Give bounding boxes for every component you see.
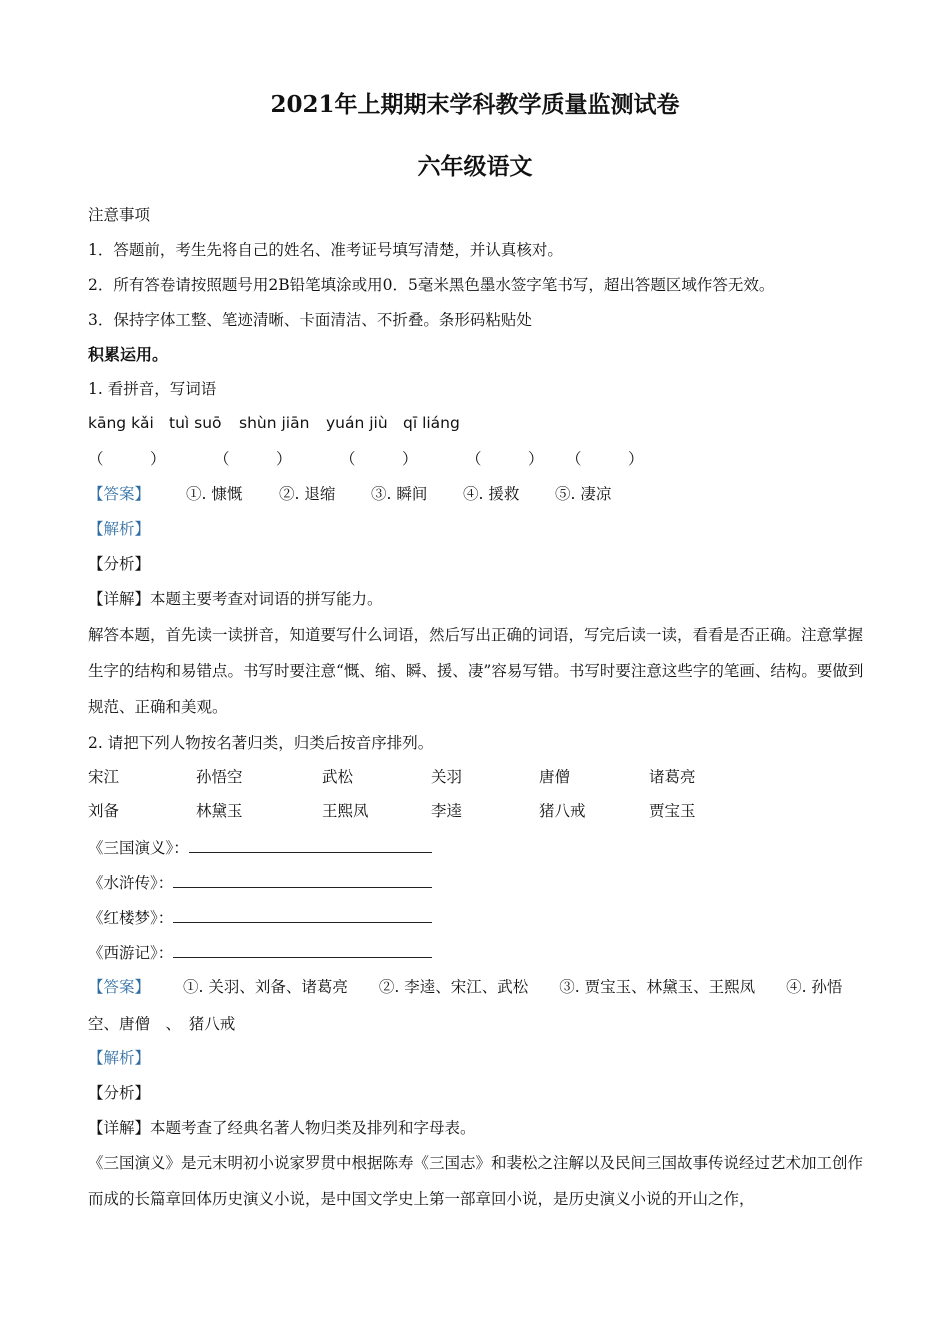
answer-bracket-open: （: [340, 450, 356, 468]
q1-stem: 1. 看拼音，写词语: [88, 380, 217, 398]
answer-bracket-close: ）: [150, 450, 166, 468]
book-label: 《红楼梦》：: [88, 909, 174, 927]
book-label: 《西游记》：: [88, 944, 174, 962]
answer-blank[interactable]: [173, 871, 432, 888]
book-row: [88, 871, 432, 894]
q2-paragraph: 《三国演义》是元末明初小说家罗贯中根据陈寿《三国志》和裴松之注解以及民间三国故事传说经过艺术加工创作而成的长篇章回体历史演义小说，是中国文学史上第一部章回小说，是历史演义小说的开山之作，: [88, 1154, 864, 1208]
answer-item: ⑤. 凄凉: [555, 485, 612, 503]
character-name: 王熙凤: [322, 802, 369, 820]
answer-label: 【答案】: [88, 485, 151, 503]
notice-item: 2．所有答卷请按照题号用2B铅笔填涂或用0．5毫米黑色墨水签字笔书写，超出答题区域作答无效。: [88, 276, 775, 294]
detail-text: 本题考查了经典名著人物归类及排列和字母表。: [150, 1119, 476, 1137]
answer-blank[interactable]: [189, 836, 432, 853]
answer-bracket-close: ）: [628, 450, 644, 468]
answer-label: 【答案】: [88, 978, 151, 996]
answer-text: ①. 关羽、刘备、诸葛亮 ②. 李逵、宋江、武松 ③. 贾宝玉、林黛玉、王熙凤 ④. 孙悟: [183, 978, 843, 996]
answer-item: ①. 慷慨: [186, 485, 243, 503]
character-name: 孙悟空: [196, 768, 243, 786]
notice-item: 3．保持字体工整、笔迹清晰、卡面清洁、不折叠。条形码粘贴处: [88, 311, 532, 329]
exam-title: 2021年上期期末学科教学质量监测试卷: [270, 91, 680, 118]
book-row: [88, 836, 432, 859]
notice-item: 1．答题前，考生先将自己的姓名、准考证号填写清楚，并认真核对。: [88, 241, 563, 259]
answer-bracket-open: （: [214, 450, 230, 468]
character-name: 刘备: [88, 802, 120, 820]
answer-bracket-close: ）: [402, 450, 418, 468]
pinyin-item: qī liáng: [403, 414, 460, 432]
character-name: 猪八戒: [539, 802, 586, 820]
pinyin-item: kāng kǎi: [88, 414, 154, 432]
character-name: 李逵: [431, 802, 463, 820]
detail-text: 本题主要考查对词语的拼写能力。: [150, 590, 383, 608]
pinyin-item: yuán jiù: [326, 414, 388, 432]
exam-subtitle: 六年级语文: [417, 153, 533, 180]
detail-label: 【详解】: [88, 590, 151, 608]
answer-item: ②. 退缩: [279, 485, 336, 503]
answer-bracket-open: （: [466, 450, 482, 468]
analysis-label: 【解析】: [88, 520, 151, 538]
q2-stem: 2. 请把下列人物按名著归类，归类后按音序排列。: [88, 734, 434, 752]
character-name: 唐僧: [539, 768, 571, 786]
answer-item: ③. 瞬间: [371, 485, 428, 503]
answer-bracket-open: （: [88, 450, 104, 468]
pinyin-item: tuì suō: [169, 414, 222, 432]
character-name: 宋江: [88, 768, 120, 786]
analysis-label: 【解析】: [88, 1049, 151, 1067]
pinyin-item: shùn jiān: [239, 414, 310, 432]
answer-text-continued: 空、唐僧 、 猪八戒: [88, 1015, 236, 1033]
book-row: [88, 906, 432, 929]
character-name: 诸葛亮: [649, 768, 696, 786]
fenxi-label: 【分析】: [88, 555, 151, 573]
book-label: 《水浒传》：: [88, 874, 174, 892]
book-label: 《三国演义》：: [88, 839, 189, 857]
answer-blank[interactable]: [173, 906, 432, 923]
character-name: 林黛玉: [196, 802, 243, 820]
answer-bracket-close: ）: [528, 450, 544, 468]
notice-heading: 注意事项: [88, 206, 151, 224]
answer-blank[interactable]: [173, 941, 432, 958]
answer-bracket-open: （: [566, 450, 582, 468]
detail-line: [88, 588, 383, 610]
book-row: [88, 941, 432, 964]
answer-bracket-close: ）: [276, 450, 292, 468]
detail-label: 【详解】: [88, 1119, 151, 1137]
answer-item: ④. 援救: [463, 485, 520, 503]
character-name: 武松: [322, 768, 354, 786]
character-name: 贾宝玉: [649, 802, 696, 820]
character-name: 关羽: [431, 768, 463, 786]
fenxi-label: 【分析】: [88, 1084, 151, 1102]
detail-line: [88, 1117, 476, 1139]
q1-explanation: 解答本题，首先读一读拼音，知道要写什么词语，然后写出正确的词语，写完后读一读，看看是否正确。注意掌握生字的结构和易错点。书写时要注意“慨、缩、瞬、援、凄”容易写错。书写时要注意这些字的笔画、结构。要做到规范、正确和美观。: [88, 626, 864, 716]
section-title: 积累运用。: [88, 345, 169, 364]
